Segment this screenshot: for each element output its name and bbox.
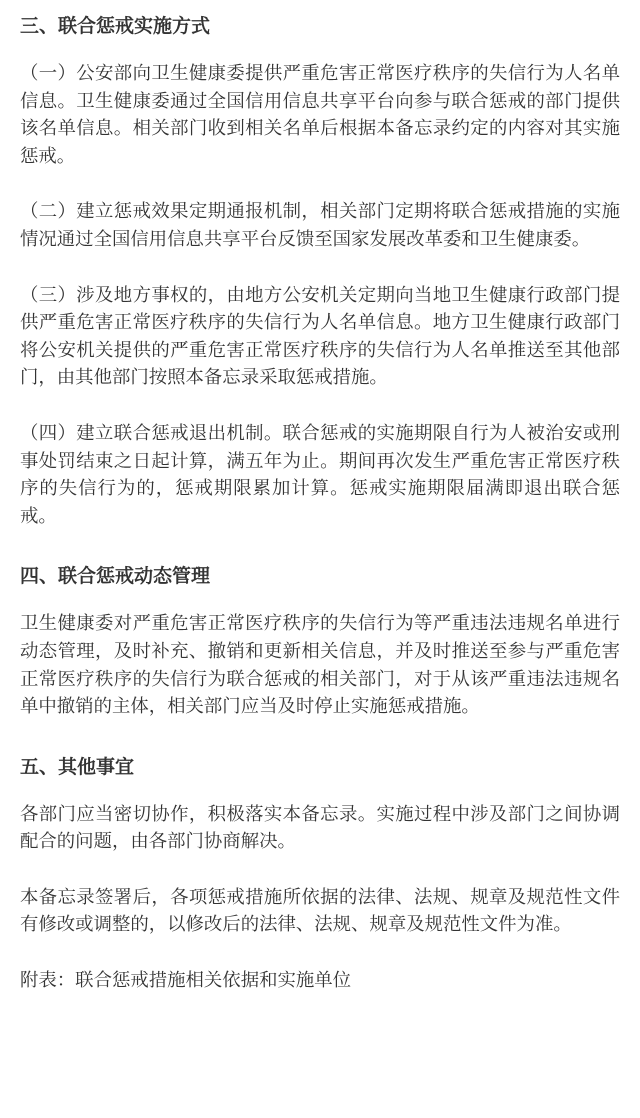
section-4 (20, 558, 620, 720)
section-3 (20, 8, 620, 530)
section-heading: 四、联合惩戒动态管理 (20, 565, 211, 588)
section-heading: 五、其他事宜 (20, 755, 135, 778)
paragraph: 各部门应当密切协作，积极落实本备忘录。实施过程中涉及部门之间协调配合的问题，由各部门协商解决。 (20, 803, 620, 853)
paragraph: （三）涉及地方事权的，由地方公安机关定期向当地卫生健康行政部门提供严重危害正常医疗秩序的失信行为人名单信息。地方卫生健康行政部门将公安机关提供的严重危害正常医疗秩序的失信行为人名单推送至其他部门，由其他部门按照本备忘录采取惩戒措施。 (20, 284, 620, 389)
section-heading: 三、联合惩戒实施方式 (20, 15, 211, 37)
paragraph: （四）建立联合惩戒退出机制。联合惩戒的实施期限自行为人被治安或刑事处罚结束之日起计算，满五年为止。期间再次发生严重危害正常医疗秩序的失信行为的，惩戒期限累加计算。惩戒实施期限届满即退出联合惩戒。 (20, 422, 620, 527)
paragraph: （二）建立惩戒效果定期通报机制，相关部门定期将联合惩戒措施的实施情况通过全国信用信息共享平台反馈至国家发展改革委和卫生健康委。 (20, 201, 620, 250)
paragraph: 本备忘录签署后，各项惩戒措施所依据的法律、法规、规章及规范性文件有修改或调整的，以修改后的法律、法规、规章及规范性文件为准。 (20, 886, 620, 936)
appendix-reference: 附表：联合惩戒措施相关依据和实施单位 (20, 970, 352, 992)
section-5 (20, 749, 620, 995)
paragraph: （一）公安部向卫生健康委提供严重危害正常医疗秩序的失信行为人名单信息。卫生健康委通过全国信用信息共享平台向参与联合惩戒的部门提供该名单信息。相关部门收到相关名单后根据本备忘录约定的内容对其实施惩戒。 (20, 63, 620, 167)
paragraph: 卫生健康委对严重危害正常医疗秩序的失信行为等严重违法违规名单进行动态管理，及时补充、撤销和更新相关信息，并及时推送至参与严重危害正常医疗秩序的失信行为联合惩戒的相关部门，对于从该严重违法违规名单中撤销的主体，相关部门应当及时停止实施惩戒措施。 (20, 613, 620, 718)
